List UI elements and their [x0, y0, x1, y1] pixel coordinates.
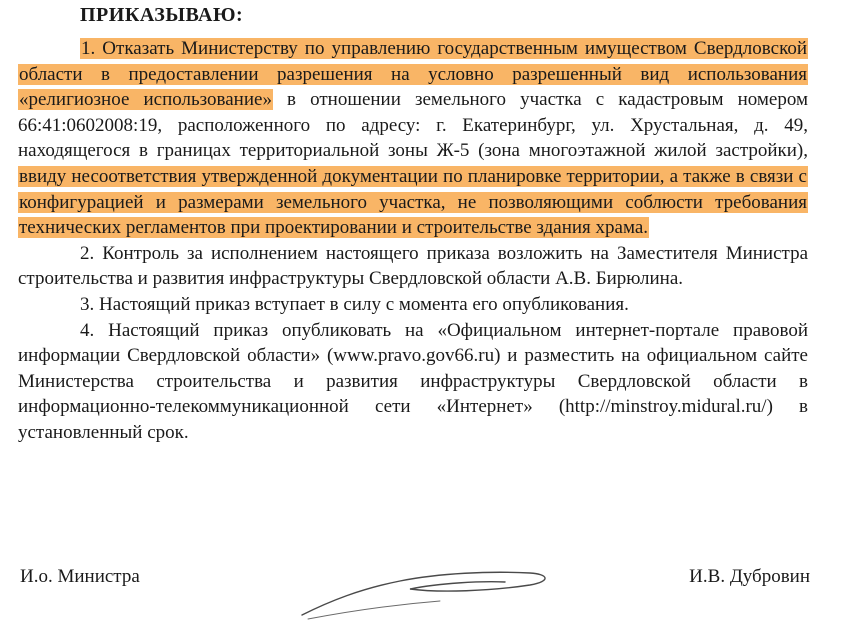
order-item-3: 3. Настоящий приказ вступает в силу с момента его опубликования. — [80, 293, 629, 315]
order-body — [18, 36, 808, 446]
order-item-2: 2. Контроль за исполнением настоящего приказа возложить на Заместителя Министра строительства и развития инфраструктуры Свердловской области А.В. Бирюлина. — [18, 242, 808, 290]
signatory-name: И.В. Дубровин — [689, 566, 810, 587]
highlight-reason: ввиду несоответствия утвержденной документации по планировке территории, а также в связи с конфигурацией и размерами земельного участка, не позволяющими соблюсти требования технических регламентов при проектировании и строительстве здания храма. — [19, 165, 807, 239]
item-1-details: в отношении земельного участка с кадастровым номером 66:41:0602008:19, расположенного по адресу: г. Екатеринбург, ул. Хрустальная, д. 49, находящегося в границах территориальной зоны Ж-5 (зона многоэтажной жилой застройки), — [18, 89, 808, 162]
order-item-1 — [18, 36, 808, 241]
order-item-4: 4. Настоящий приказ опубликовать на «Официальном интернет-портале правовой информации Свердловской области» (www.pravo.gov66.ru) и разместить на официальном сайте Министерства строительства и развития инфраструктуры Свердловской области в информационно-телекоммуникационной сети «Интернет» (http://minstroy.midural.ru/) в установленный срок. — [18, 319, 808, 443]
order-heading: ПРИКАЗЫВАЮ: — [80, 4, 244, 26]
handwritten-signature — [290, 553, 570, 625]
highlight-refusal: 1. Отказать Министерству по управлению государственным имуществом Свердловской области в предоставлении разрешения на условно разрешенный вид использования «религиозное использование» — [19, 38, 807, 111]
signatory-title: И.о. Министра — [20, 566, 140, 587]
